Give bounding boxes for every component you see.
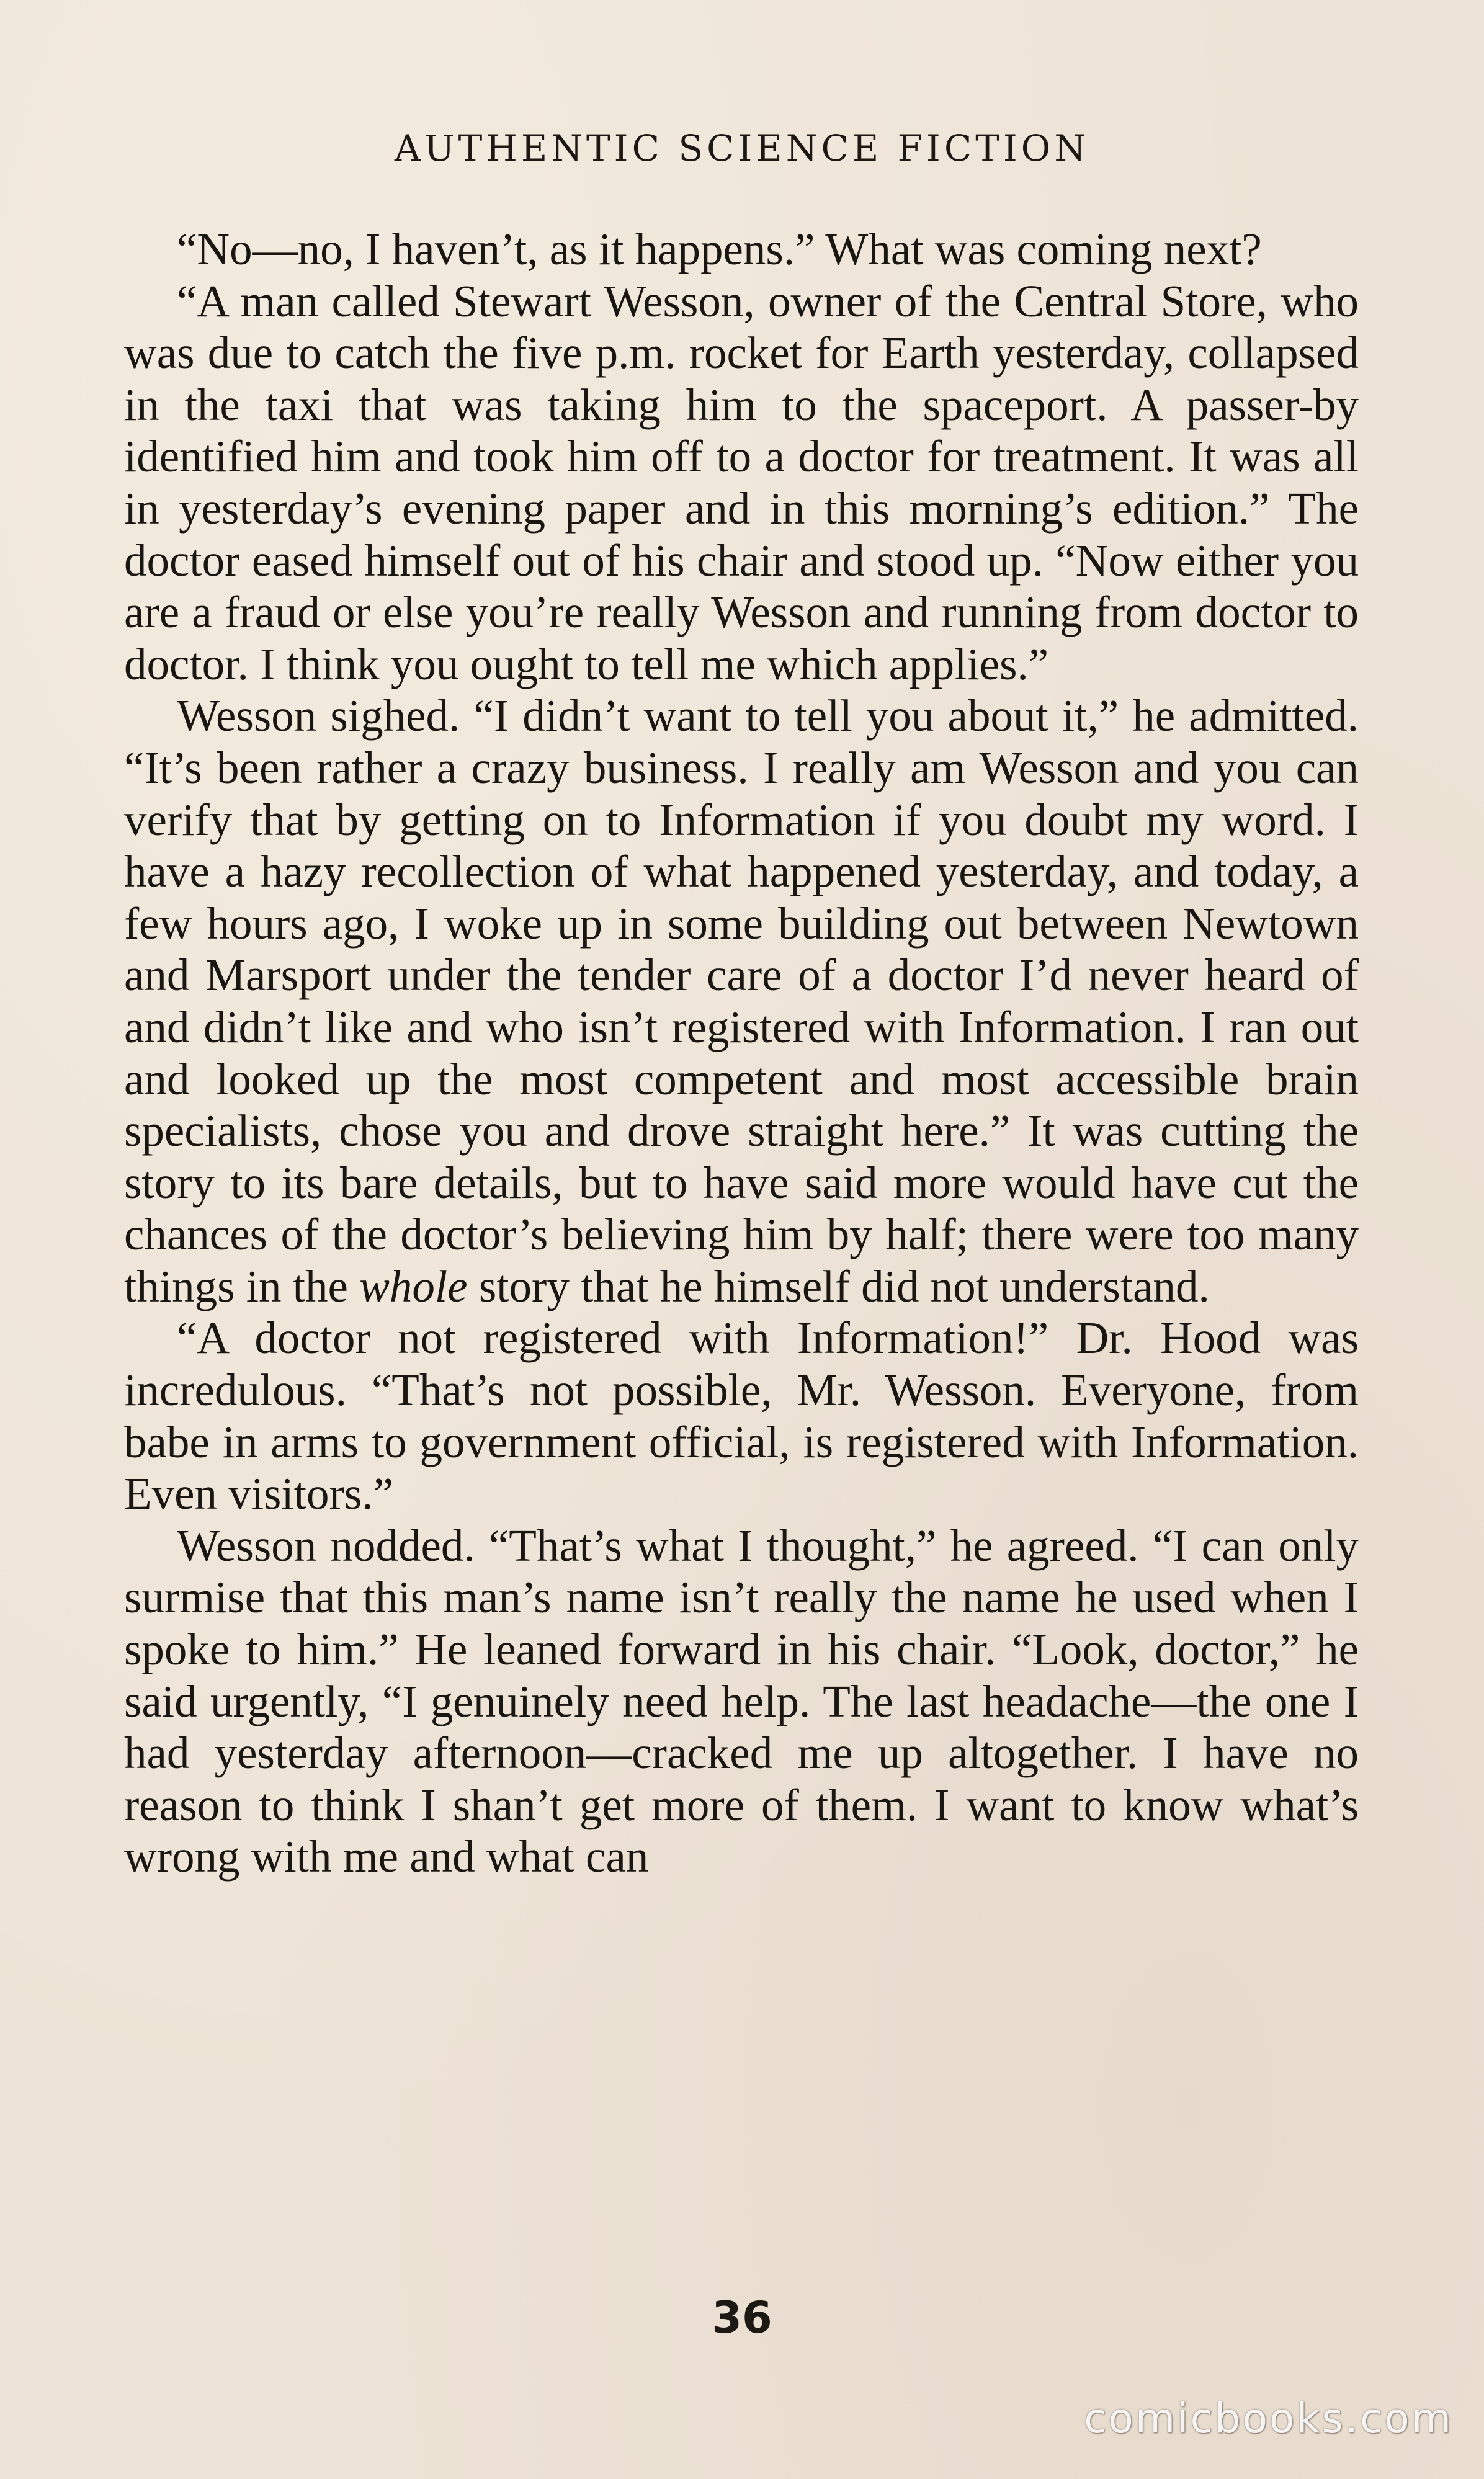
- running-head: AUTHENTIC SCIENCE FICTION: [394, 127, 1090, 169]
- paragraph-5: Wesson nodded. “That’s what I thought,” he agreed. “I can only surmise that this man’s name isn’t really the name he used when I spoke to him.” He leaned forward in his chair. “Look, doctor,” he said urgently, “I genuinely need help. The last headache—the one I had yesterday afternoon—cracked me up altogether. I have no reason to think I shan’t get more of them. I want to know what’s wrong with me and what can: [124, 1520, 1359, 1882]
- page-number: 36: [712, 2292, 772, 2343]
- body-text: [124, 223, 1359, 1883]
- paragraph-2: “A man called Stewart Wesson, owner of the Central Store, who was due to catch the five p.m. rocket for Earth yesterday, collapsed in the taxi that was taking him to the spaceport. A passer-by identified him and took him off to a doctor for treatment. It was all in yesterday’s evening paper and in this morning’s edition.” The doctor eased himself out of his chair and stood up. “Now either you are a fraud or else you’re really Wesson and running from doctor to doctor. I think you ought to tell me which applies.”: [124, 275, 1359, 689]
- emphasis-whole: whole: [359, 1261, 468, 1311]
- site-watermark: comicbooks.com: [1084, 2395, 1453, 2442]
- paragraph-3: [124, 690, 1359, 1312]
- paragraph-1: “No—no, I haven’t, as it happens.” What was coming next?: [177, 224, 1262, 274]
- paragraph-4: “A doctor not registered with Information!” Dr. Hood was incredulous. “That’s not possible, Mr. Wesson. Everyone, from babe in arms to government official, is registered with Information. Even visitors.”: [124, 1313, 1359, 1519]
- paragraph-3-text: Wesson sighed. “I didn’t want to tell you about it,” he admitted. “It’s been rather a crazy business. I really am Wesson and you can verify that by getting on to Information if you doubt my word. I have a hazy recollection of what happened yesterday, and today, a few hours ago, I woke up in some building out between Newtown and Marsport under the tender care of a doctor I’d never heard of and didn’t like and who isn’t registered with Information. I ran out and looked up the most competent and most accessible brain specialists, chose you and drove straight here.” It was cutting the story to its bare details, but to have said more would have cut the chances of the doctor’s believing him by half; there were too many things in the whole story that he himself did not understand.: [124, 690, 1359, 1311]
